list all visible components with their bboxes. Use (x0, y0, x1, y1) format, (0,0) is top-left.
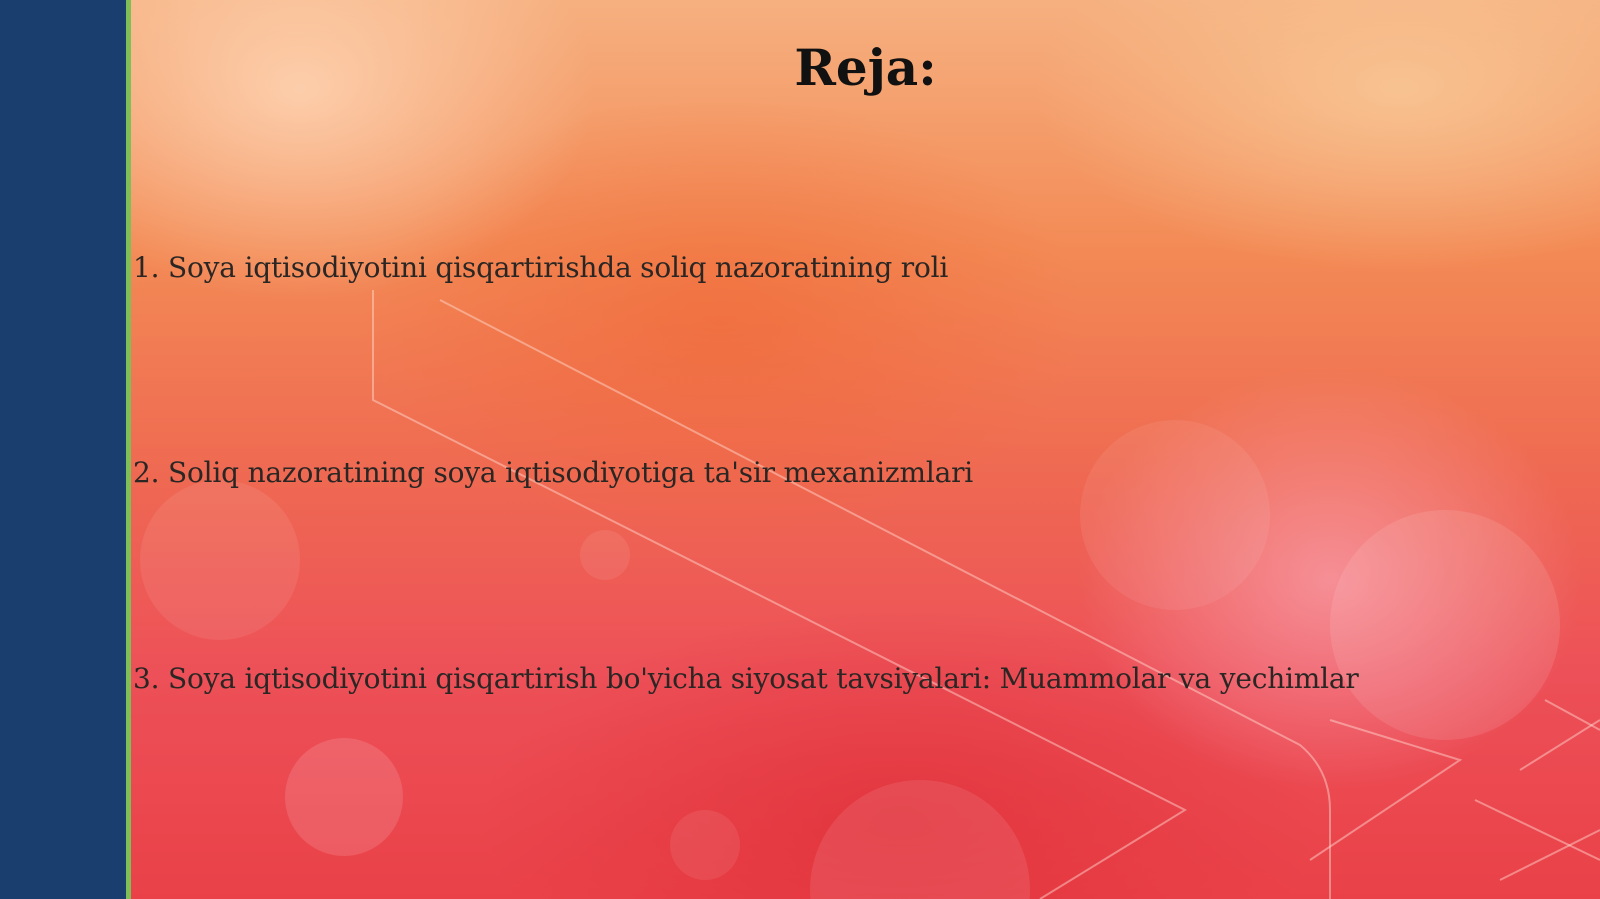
plan-item-1: 1. Soya iqtisodiyotini qisqartirishda soliq nazoratining roli (133, 251, 949, 284)
sidebar-accent-stripe (126, 0, 131, 899)
slide-title: Reja: (794, 38, 937, 97)
plan-item-3: 3. Soya iqtisodiyotini qisqartirish bo'yicha siyosat tavsiyalari: Muammolar va yechimlar (133, 662, 1359, 695)
plan-item-2: 2. Soliq nazoratining soya iqtisodiyotiga ta'sir mexanizmlari (133, 456, 974, 489)
sidebar-band (0, 0, 126, 899)
